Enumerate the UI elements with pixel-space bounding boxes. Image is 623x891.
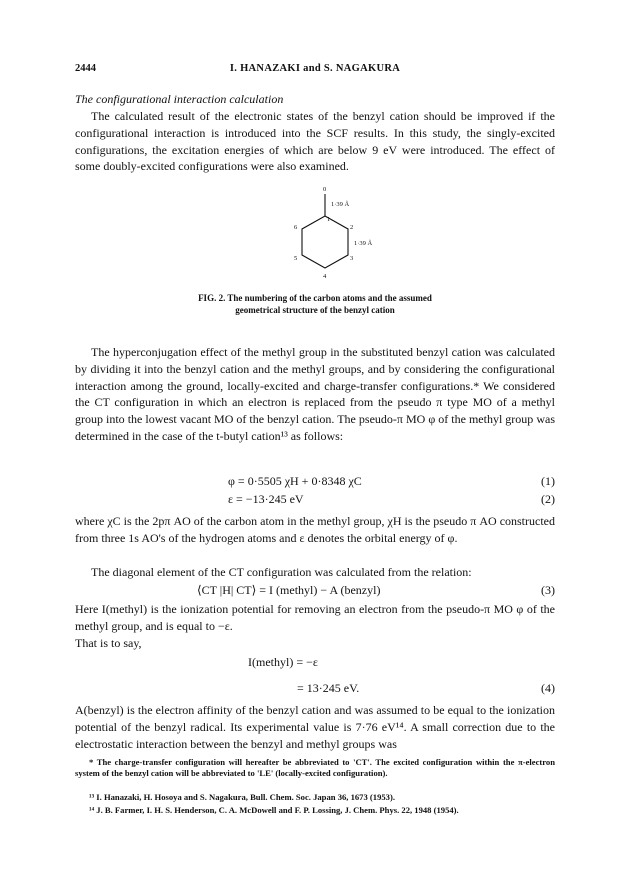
bond-length-ring: 1·39 Å	[354, 240, 373, 247]
atom-label-6: 6	[294, 224, 298, 231]
running-header	[75, 63, 555, 77]
equation-number-2: (2)	[541, 492, 555, 506]
equation-2: ε = −13·245 eV	[228, 492, 304, 506]
caption-line-2: geometrical structure of the benzyl cation	[235, 305, 395, 315]
atom-label-1: 1	[327, 216, 331, 223]
atom-label-3: 3	[350, 255, 354, 262]
atom-label-2: 2	[350, 224, 354, 231]
equation-number-4: (4)	[541, 681, 555, 695]
atom-label-4: 4	[323, 273, 327, 280]
atom-label-5: 5	[294, 255, 298, 262]
benzene-ring	[302, 216, 348, 268]
equation-number-3: (3)	[541, 583, 555, 597]
paragraph-ci-intro: The calculated result of the electronic states of the benzyl cation should be improved if the configurational interaction is introduced into the SCF results. In this study, the singly-excited configurations, the excitation energies of which are below 9 eV were introduced. The effect of some doubly-excited configurations were also examined.	[75, 109, 555, 174]
footnote-ct: * The charge-transfer configuration will hereafter be abbreviated to 'CT'. The excited configuration within the π-electron system of the benzyl cation will be abbreviated to 'LE' (locally-excited configuration).	[75, 757, 555, 779]
atom-label-0: 0	[323, 186, 327, 193]
paragraph-that-is: That is to say,	[75, 636, 142, 650]
paragraph-diagonal: The diagonal element of the CT configuration was calculated from the relation:	[91, 565, 472, 579]
benzyl-cation-structure	[270, 186, 380, 286]
paragraph-hyperconjugation: The hyperconjugation effect of the methyl group in the substituted benzyl cation was calculated by dividing it into the benzyl cation and the methyl groups, and by considering the configurational interaction among the ground, locally-excited and charge-transfer configurations.* We considered the CT configuration in which an electron is replaced from the pseudo π type MO of a methyl group into the lowest vacant MO of the benzyl cation. The pseudo-π MO φ of the methyl group was determined in the case of the t-butyl cation¹³ as follows:	[75, 345, 555, 443]
caption-line-1: FIG. 2. The numbering of the carbon atoms and the assumed	[198, 293, 432, 303]
paragraph-electron-affinity: A(benzyl) is the electron affinity of the benzyl cation and was assumed to be equal to the ionization potential of the benzyl radical. Its experimental value is 7·76 eV¹⁴. A small correction due to the electrostatic interaction between the benzyl and methyl groups was	[75, 703, 555, 751]
paragraph-where: where χC is the 2pπ AO of the carbon atom in the methyl group, χH is the pseudo π AO constructed from three 1s AO's of the hydrogen atoms and ε denotes the orbital energy of φ.	[75, 514, 555, 545]
equation-1: φ = 0·5505 χH + 0·8348 χC	[228, 474, 362, 488]
equation-number-1: (1)	[541, 474, 555, 488]
paragraph-ionization: Here I(methyl) is the ionization potential for removing an electron from the pseudo-π MO φ of the methyl group, and is equal to −ε.	[75, 602, 555, 633]
equation-4b: = 13·245 eV.	[297, 681, 360, 695]
bond-length-exo: 1·39 Å	[331, 201, 350, 208]
section-title: The configurational interaction calculation	[75, 92, 284, 106]
figure-caption	[110, 292, 520, 316]
page-number: 2444	[75, 63, 96, 74]
footnote-13: ¹³ I. Hanazaki, H. Hosoya and S. Nagakura, Bull. Chem. Soc. Japan 36, 1673 (1953).	[89, 792, 395, 802]
running-authors: I. HANAZAKI and S. NAGAKURA	[229, 63, 401, 74]
equation-4a: I(methyl) = −ε	[248, 655, 318, 669]
footnote-14: ¹⁴ J. B. Farmer, I. H. S. Henderson, C. A. McDowell and F. P. Lossing, J. Chem. Phys. 22, 1948 (1954).	[89, 805, 459, 815]
equation-3: ⟨CT |H| CT⟩ = I (methyl) − A (benzyl)	[197, 583, 381, 597]
